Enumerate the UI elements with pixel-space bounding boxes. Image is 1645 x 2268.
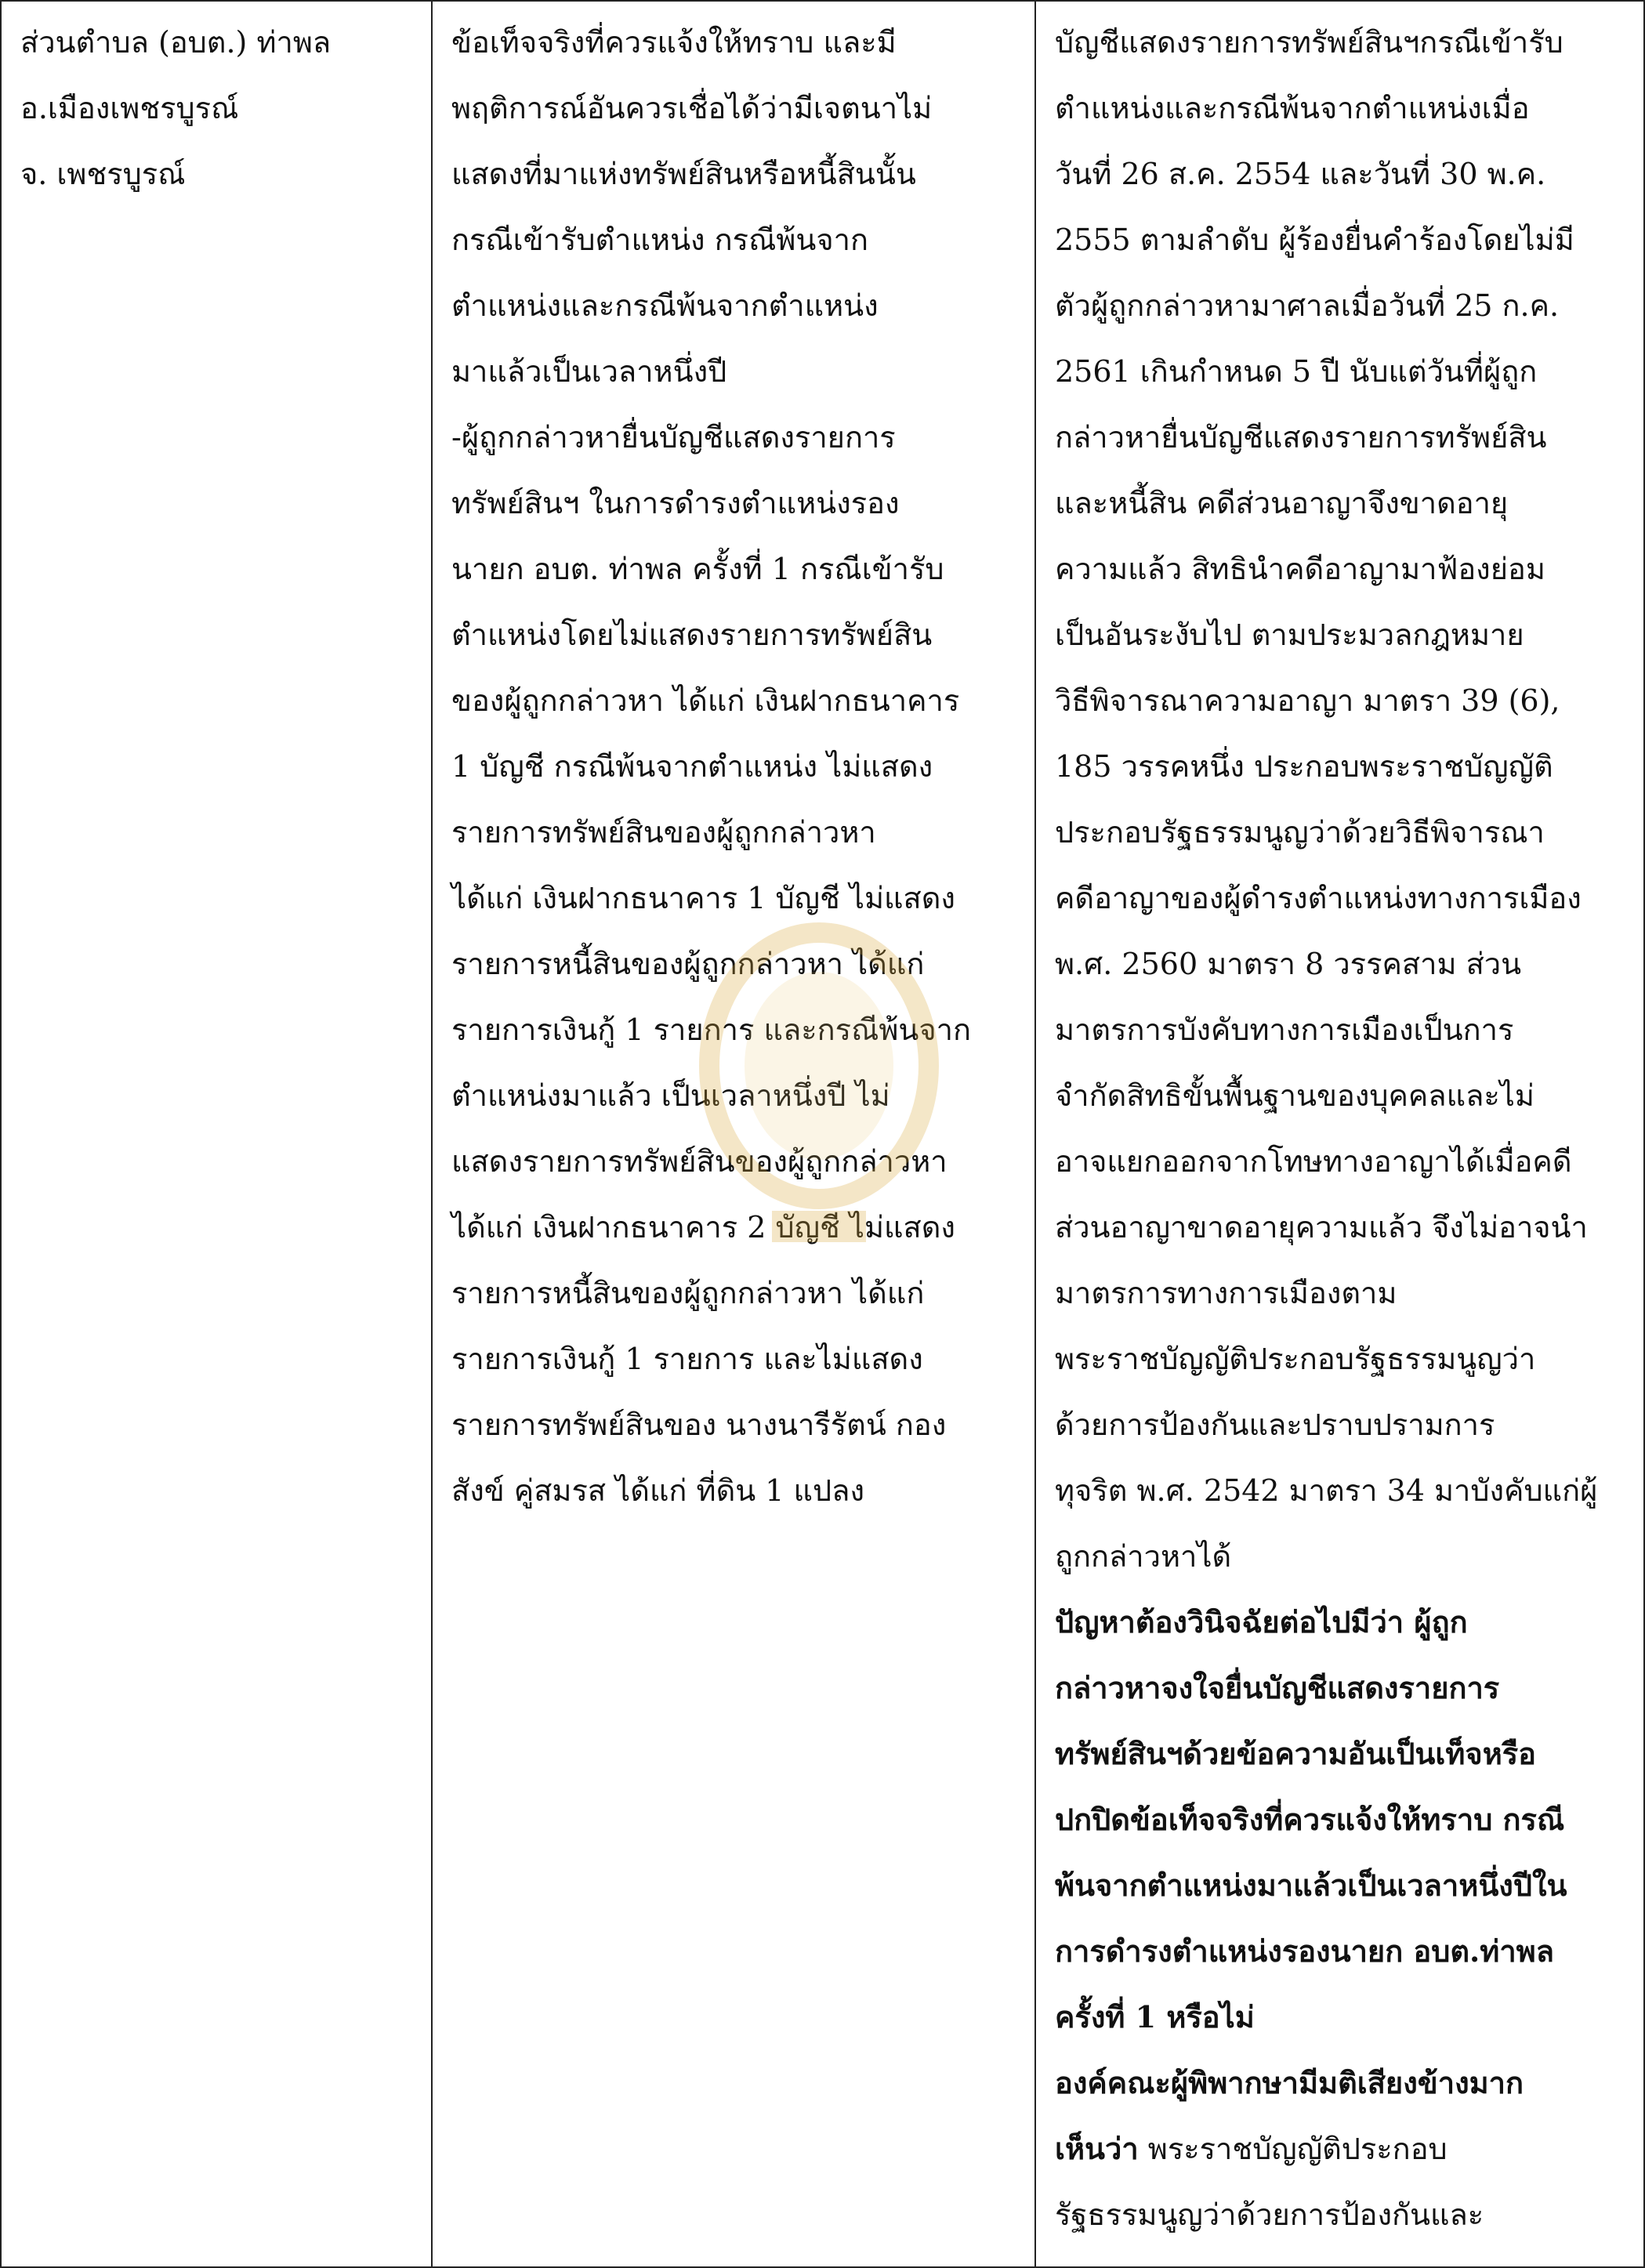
text-line: รายการทรัพย์สินของผู้ถูกกล่าวหา bbox=[451, 815, 876, 850]
text-line: ตัวผู้ถูกกล่าวหามาศาลเมื่อวันที่ 25 ก.ค. bbox=[1055, 288, 1560, 323]
text-line: ตำแหน่งโดยไม่แสดงรายการทรัพย์สิน bbox=[451, 618, 933, 652]
text-line: รายการหนี้สินของผู้ถูกกล่าวหา ได้แก่ bbox=[451, 947, 925, 981]
bold-prefix: เห็นว่า bbox=[1055, 2131, 1139, 2166]
text-line: วิธีพิจารณาความอาญา มาตรา 39 (6), bbox=[1055, 683, 1560, 718]
text-line: ความแล้ว สิทธินำคดีอาญามาฟ้องย่อม bbox=[1055, 552, 1545, 586]
text-line: จำกัดสิทธิขั้นพื้นฐานของบุคคลและไม่ bbox=[1055, 1078, 1534, 1113]
text-line: เป็นอันระงับไป ตามประมวลกฎหมาย bbox=[1055, 618, 1524, 652]
text-line: นายก อบต. ท่าพล ครั้งที่ 1 กรณีเข้ารับ bbox=[451, 552, 944, 586]
text-line: 2561 เกินกำหนด 5 ปี นับแต่วันที่ผู้ถูก bbox=[1055, 354, 1538, 389]
text-line: 1 บัญชี กรณีพ้นจากตำแหน่ง ไม่แสดง bbox=[451, 749, 933, 784]
text-line: รายการเงินกู้ 1 รายการ และกรณีพ้นจาก bbox=[451, 1013, 971, 1047]
text-line: ครั้งที่ 1 หรือไม่ bbox=[1055, 1999, 1255, 2034]
text-line: 185 วรรคหนึ่ง ประกอบพระราชบัญญัติ bbox=[1055, 749, 1553, 784]
text-line: ได้แก่ เงินฝากธนาคาร 1 บัญชี ไม่แสดง bbox=[451, 881, 955, 915]
text-line: มาแล้วเป็นเวลาหนึ่งปี bbox=[451, 354, 727, 389]
text-line: เห็นว่า พระราชบัญญัติประกอบ bbox=[1055, 2131, 1448, 2166]
text-line: มาตรการบังคับทางการเมืองเป็นการ bbox=[1055, 1013, 1514, 1047]
text-line: ตำแหน่งมาแล้ว เป็นเวลาหนึ่งปี ไม่ bbox=[451, 1078, 890, 1113]
text-line: รายการทรัพย์สินของ นางนารีรัตน์ กอง bbox=[451, 1408, 947, 1442]
text-line: ส่วนตำบล (อบต.) ท่าพล bbox=[20, 25, 332, 60]
text-line: พ้นจากตำแหน่งมาแล้วเป็นเวลาหนึ่งปีใน bbox=[1055, 1868, 1567, 1903]
text-line: -ผู้ถูกกล่าวหายื่นบัญชีแสดงรายการ bbox=[451, 420, 896, 455]
text-line: พฤติการณ์อันควรเชื่อได้ว่ามีเจตนาไม่ bbox=[451, 91, 933, 125]
text-line: ด้วยการป้องกันและปราบปรามการ bbox=[1055, 1408, 1495, 1442]
column-facts bbox=[432, 1, 1035, 2267]
text-line: รายการเงินกู้ 1 รายการ และไม่แสดง bbox=[451, 1342, 923, 1376]
text-line: ได้แก่ เงินฝากธนาคาร 2 บัญชี ไม่แสดง bbox=[451, 1210, 955, 1245]
table-row bbox=[1, 1, 1644, 2267]
text-line: กรณีเข้ารับตำแหน่ง กรณีพ้นจาก bbox=[451, 223, 868, 257]
text-line: ส่วนอาญาขาดอายุความแล้ว จึงไม่อาจนำ bbox=[1055, 1210, 1588, 1245]
text-line: แสดงรายการทรัพย์สินของผู้ถูกกล่าวหา bbox=[451, 1144, 948, 1179]
text-line: รายการหนี้สินของผู้ถูกกล่าวหา ได้แก่ bbox=[451, 1276, 925, 1310]
text-line: ทรัพย์สินฯ ในการดำรงตำแหน่งรอง bbox=[451, 486, 900, 520]
text-line: พระราชบัญญัติประกอบรัฐธรรมนูญว่า bbox=[1055, 1342, 1536, 1376]
text-line: 2555 ตามลำดับ ผู้ร้องยื่นคำร้องโดยไม่มี bbox=[1055, 223, 1574, 257]
text-line: ทุจริต พ.ศ. 2542 มาตรา 34 มาบังคับแก่ผู้ bbox=[1055, 1473, 1598, 1508]
text-line: ประกอบรัฐธรรมนูญว่าด้วยวิธีพิจารณา bbox=[1055, 815, 1545, 850]
text-line: ข้อเท็จจริงที่ควรแจ้งให้ทราบ และมี bbox=[451, 25, 897, 60]
text-line: ถูกกล่าวหาได้ bbox=[1055, 1539, 1232, 1574]
text-line: แสดงที่มาแห่งทรัพย์สินหรือหนี้สินนั้น bbox=[451, 157, 916, 191]
text-line: อาจแยกออกจากโทษทางอาญาได้เมื่อคดี bbox=[1055, 1144, 1572, 1179]
text-line: องค์คณะผู้พิพากษามีมติเสียงข้างมาก bbox=[1055, 2065, 1524, 2100]
column-location bbox=[1, 1, 432, 2267]
column-ruling bbox=[1035, 1, 1644, 2267]
text-line: และหนี้สิน คดีส่วนอาญาจึงขาดอายุ bbox=[1055, 486, 1509, 520]
text-line: อ.เมืองเพชรบูรณ์ bbox=[20, 91, 239, 125]
text-line: ปกปิดข้อเท็จจริงที่ควรแจ้งให้ทราบ กรณี bbox=[1055, 1802, 1565, 1837]
text-line: จ. เพชรบูรณ์ bbox=[20, 157, 186, 191]
text-line: ปัญหาต้องวินิจฉัยต่อไปมีว่า ผู้ถูก bbox=[1055, 1604, 1468, 1639]
text-line: มาตรการทางการเมืองตาม bbox=[1055, 1276, 1397, 1310]
text-line: ตำแหน่งและกรณีพ้นจากตำแหน่ง bbox=[451, 288, 879, 323]
text-line: ตำแหน่งและกรณีพ้นจากตำแหน่งเมื่อ bbox=[1055, 91, 1530, 125]
text-line: รัฐธรรมนูญว่าด้วยการป้องกันและ bbox=[1055, 2197, 1484, 2232]
text-line: พ.ศ. 2560 มาตรา 8 วรรคสาม ส่วน bbox=[1055, 947, 1522, 981]
text-line: ทรัพย์สินฯด้วยข้อความอันเป็นเท็จหรือ bbox=[1055, 1736, 1536, 1771]
text-line: กล่าวหาจงใจยื่นบัญชีแสดงรายการ bbox=[1055, 1670, 1500, 1705]
text-line: คดีอาญาของผู้ดำรงตำแหน่งทางการเมือง bbox=[1055, 881, 1582, 915]
text-line: กล่าวหายื่นบัญชีแสดงรายการทรัพย์สิน bbox=[1055, 420, 1547, 455]
text-line: สังข์ คู่สมรส ได้แก่ ที่ดิน 1 แปลง bbox=[451, 1473, 865, 1508]
text-line: การดำรงตำแหน่งรองนายก อบต.ท่าพล bbox=[1055, 1933, 1555, 1969]
text-line: ของผู้ถูกกล่าวหา ได้แก่ เงินฝากธนาคาร bbox=[451, 683, 960, 718]
text-line: วันที่ 26 ส.ค. 2554 และวันที่ 30 พ.ค. bbox=[1055, 157, 1546, 191]
text-line: บัญชีแสดงรายการทรัพย์สินฯกรณีเข้ารับ bbox=[1055, 25, 1563, 60]
